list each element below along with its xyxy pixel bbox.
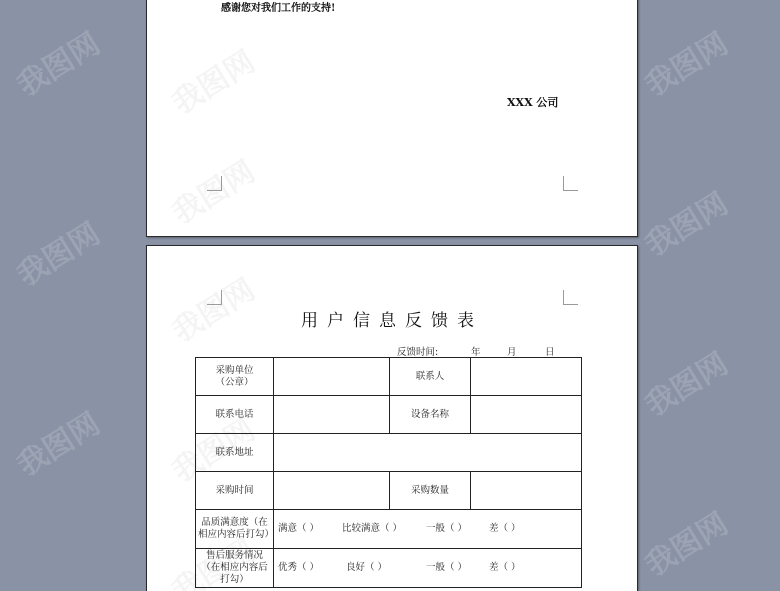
quality-option-poor[interactable]: 差（ ） [489,523,521,534]
watermark-logo-icon: 我图网 [11,26,107,104]
watermark-logo-icon [162,37,262,122]
watermark-logo-icon: 我图网 [11,406,107,484]
service-option-good[interactable]: 良好（ ） [346,562,388,573]
buyer-input-cell[interactable] [274,358,390,396]
document-page-2 [146,245,638,591]
watermark-logo-icon: 我图网 [639,346,735,424]
service-option-poor[interactable]: 差（ ） [489,562,521,573]
contact-input-cell[interactable] [471,358,582,396]
address-label: 联系地址 [196,434,274,472]
feedback-date-year: 年 [471,347,481,358]
service-option-average[interactable]: 一般（ ） [426,562,468,573]
device-label: 设备名称 [390,396,471,434]
watermark-logo-icon: 我图网 [639,186,735,264]
table-row [196,549,582,588]
quality-option-satisfied[interactable]: 满意（ ） [278,523,320,534]
feedback-date-month: 月 [507,347,517,358]
table-row [196,472,582,510]
service-label: 售后服务情况（在相应内容后打勾） [196,549,274,588]
table-row [196,358,582,396]
margin-corner-bottom-right [563,176,578,191]
table-row [196,434,582,472]
quality-option-fairly-satisfied[interactable]: 比较满意（ ） [342,523,403,534]
address-input-cell[interactable] [274,434,582,472]
quality-option-average[interactable]: 一般（ ） [426,523,468,534]
margin-corner-bottom-left [207,176,222,191]
contact-label: 联系人 [390,358,471,396]
phone-input-cell[interactable] [274,396,390,434]
table-row [196,396,582,434]
buyer-label-text: 采购单位 （公章） [215,364,254,388]
feedback-form-table [195,357,582,588]
quantity-input-cell[interactable] [471,472,582,510]
service-option-excellent[interactable]: 优秀（ ） [278,562,320,573]
feedback-date-day: 日 [545,347,555,358]
margin-corner-top-right [563,290,578,305]
watermark-logo-icon: 我图网 [639,506,735,584]
device-input-cell[interactable] [471,396,582,434]
service-options-cell [274,549,582,588]
phone-label: 联系电话 [196,396,274,434]
company-signature: XXX 公司 [507,96,559,109]
table-row [196,510,582,549]
margin-corner-top-left [207,290,222,305]
thanks-text: 感谢您对我们工作的支持! [221,3,336,14]
buyer-label [196,358,274,396]
form-title: 用户信息反馈表 [301,311,483,331]
quantity-label: 采购数量 [390,472,471,510]
purchase-time-input-cell[interactable] [274,472,390,510]
watermark-logo-icon: 我图网 [639,26,735,104]
watermark-logo-icon: 我图网 [11,216,107,294]
purchase-time-label: 采购时间 [196,472,274,510]
quality-options-cell [274,510,582,549]
feedback-date-label: 反馈时间: [397,347,439,358]
quality-label: 品质满意度（在相应内容后打勾） [196,510,274,549]
document-page-1 [146,0,638,237]
